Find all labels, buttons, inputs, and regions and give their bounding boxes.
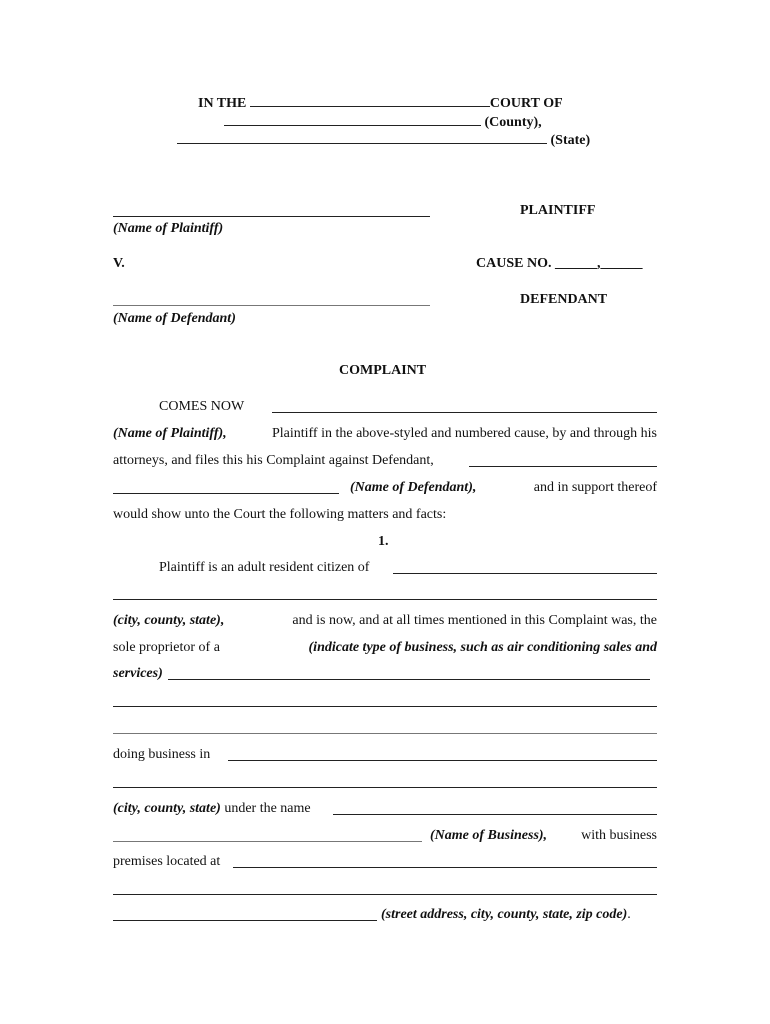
defendant-inline-blank-2[interactable] (113, 493, 339, 494)
versus-label: V. (113, 256, 125, 271)
final-period: . (627, 907, 631, 922)
street-address-label: (street address, city, county, state, zip code) (381, 907, 628, 922)
residence-blank-2[interactable] (113, 599, 657, 600)
court-header-line-3 (177, 132, 590, 149)
premises-blank-2[interactable] (113, 894, 657, 895)
comes-now-text: COMES NOW (159, 399, 245, 414)
section-number: 1. (378, 534, 389, 549)
premises-blank-3[interactable] (113, 920, 377, 921)
section-line-4 (113, 640, 657, 656)
court-header-line-2 (224, 114, 542, 131)
doing-business-in-text: doing business in (113, 747, 211, 762)
plaintiff-name-line[interactable] (113, 216, 430, 217)
defendant-inline-blank-1[interactable] (469, 466, 657, 467)
under-the-name-text: under the name (224, 801, 311, 816)
premises-located-text: premises located at (113, 854, 221, 869)
resident-citizen-text: Plaintiff is an adult resident citizen of (159, 560, 370, 575)
business-name-blank-1[interactable] (333, 814, 657, 815)
court-header-suffix: COURT OF (489, 96, 563, 111)
county-blank[interactable] (224, 114, 481, 126)
county-label: (County), (484, 115, 542, 130)
sole-proprietor-text: sole proprietor of a (113, 640, 220, 655)
name-of-business-label: (Name of Business), (430, 828, 548, 843)
business-type-blank-1[interactable] (168, 679, 650, 680)
court-name-blank[interactable] (250, 95, 490, 107)
business-type-label: (indicate type of business, such as air conditioning sales and (308, 640, 657, 655)
business-name-blank-2[interactable] (113, 841, 422, 842)
business-type-blank-3[interactable] (113, 733, 657, 734)
paragraph-line-3-text: and in support thereof (533, 480, 657, 495)
residence-blank-1[interactable] (393, 573, 657, 574)
section-line-3 (113, 613, 657, 629)
plaintiff-name-inline: (Name of Plaintiff), (113, 426, 227, 441)
court-header-prefix: IN THE (198, 96, 247, 111)
section-line-3-text: and is now, and at all times mentioned in this Complaint was, the (292, 613, 657, 628)
paragraph-line-2-text: attorneys, and files this his Complaint against Defendant, (113, 453, 434, 468)
paragraph-line-3 (350, 480, 657, 496)
business-type-blank-2[interactable] (113, 706, 657, 707)
document-title: COMPLAINT (339, 363, 427, 378)
paragraph-line-1-text: Plaintiff in the above-styled and numbered cause, by and through his (271, 426, 657, 441)
defendant-name-inline: (Name of Defendant), (350, 480, 477, 495)
state-label: (State) (550, 133, 591, 148)
business-name-line (430, 828, 657, 844)
with-business-text: with business (581, 828, 657, 843)
doing-business-blank-1[interactable] (228, 760, 657, 761)
business-type-label-end: services) (113, 666, 163, 681)
section-line-city-2 (113, 801, 311, 817)
street-address-line (381, 907, 631, 923)
premises-blank-1[interactable] (233, 867, 657, 868)
paragraph-line-4-text: would show unto the Court the following matters and facts: (113, 507, 447, 522)
state-blank[interactable] (177, 132, 547, 144)
court-header-line-1 (198, 95, 563, 112)
paragraph-line-1 (113, 426, 657, 442)
city-county-state-label-1: (city, county, state), (113, 613, 225, 628)
city-county-state-label-2: (city, county, state) (113, 801, 221, 816)
cause-number[interactable]: CAUSE NO. ______,______ (476, 256, 643, 271)
defendant-label: DEFENDANT (520, 292, 608, 307)
defendant-name-line[interactable] (113, 305, 430, 306)
doing-business-blank-2[interactable] (113, 787, 657, 788)
plaintiff-label: PLAINTIFF (520, 203, 596, 218)
plaintiff-name-caption: (Name of Plaintiff) (113, 221, 224, 236)
comes-now-blank[interactable] (272, 412, 657, 413)
defendant-name-caption: (Name of Defendant) (113, 311, 236, 326)
